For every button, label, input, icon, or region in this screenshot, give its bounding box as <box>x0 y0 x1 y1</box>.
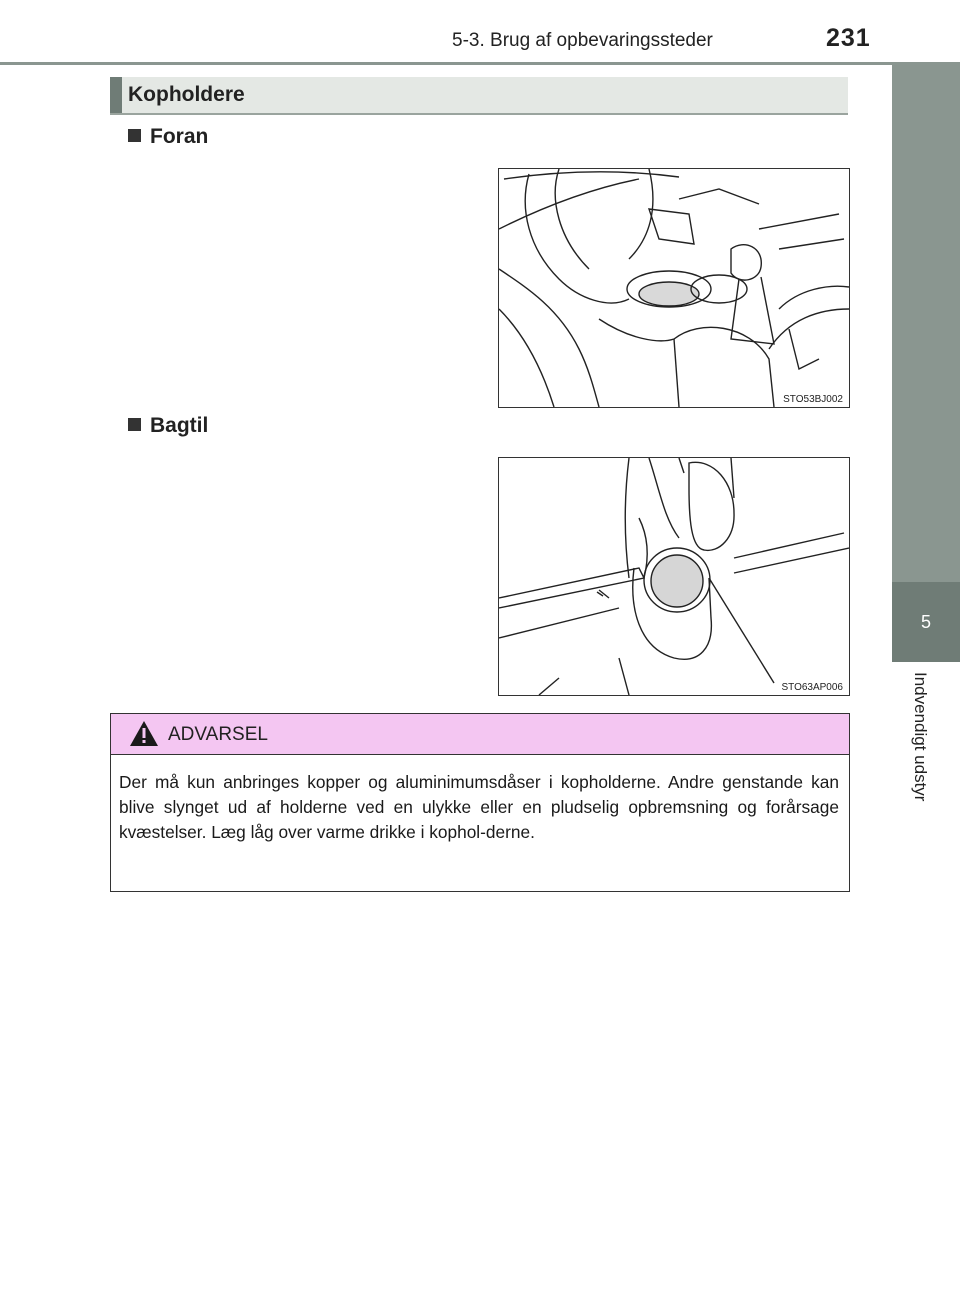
warning-header <box>111 714 849 755</box>
figure-code-rear: STO63AP006 <box>781 682 843 693</box>
figure-code-front: STO53BJ002 <box>783 394 843 405</box>
page-number: 231 <box>826 24 871 52</box>
chapter-tab-bar <box>892 62 960 582</box>
subsection-heading-rear-label: Bagtil <box>150 414 209 437</box>
section-heading-accent <box>110 77 122 113</box>
warning-box <box>110 713 850 892</box>
section-heading-label: Kopholdere <box>128 83 245 106</box>
rear-cupholder-illustration <box>499 458 849 695</box>
square-bullet-icon <box>128 418 141 431</box>
front-cupholder-illustration <box>499 169 849 407</box>
figure-rear-cupholder <box>498 457 850 696</box>
figure-front-cupholder <box>498 168 850 408</box>
subsection-heading-front-label: Foran <box>150 125 209 148</box>
section-heading <box>110 77 848 115</box>
header-rule <box>0 62 892 65</box>
warning-text: Der må kun anbringes kopper og aluminimumsdåser i kopholderne. Andre genstande kan blive slynget ud af holderne ved en ulykke eller en pludselig opbremsning og forårsage kvæstelser. Læg låg over varme drikke i kophol-derne. <box>119 772 839 842</box>
square-bullet-icon <box>128 129 141 142</box>
running-header-title: 5-3. Brug af opbevaringssteder <box>452 30 713 51</box>
subsection-heading-front <box>128 125 208 149</box>
subsection-heading-rear <box>128 414 208 438</box>
warning-title: ADVARSEL <box>168 724 268 745</box>
chapter-tab-number: 5 <box>892 582 960 662</box>
warning-triangle-icon <box>129 720 159 747</box>
chapter-tab-label: Indvendigt udstyr <box>911 672 930 802</box>
